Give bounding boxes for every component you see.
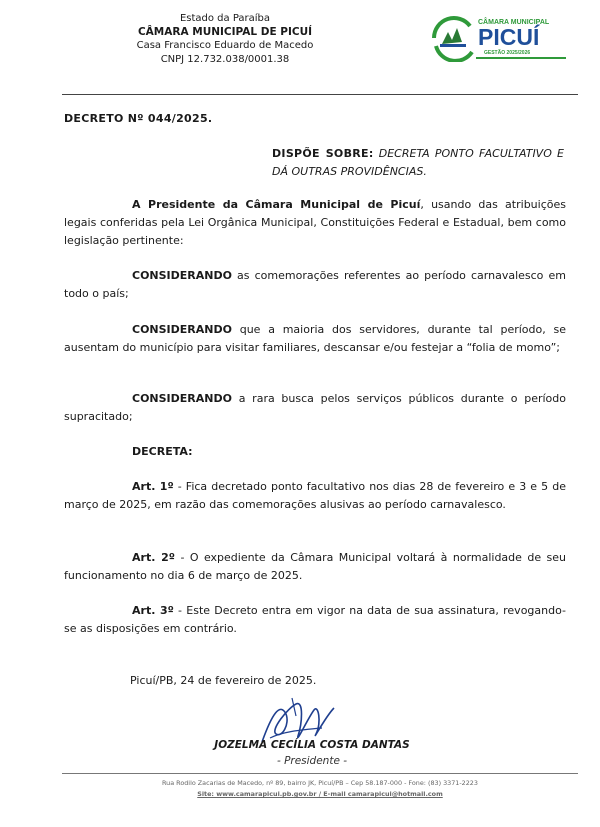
decreta-heading: DECRETA: <box>132 445 193 458</box>
ementa-value: DECRETA PONTO FACULTATIVO E DÁ OUTRAS PROVIDÊNCIAS. <box>272 147 565 178</box>
article-2-label: Art. 2º <box>132 551 176 564</box>
article-1 <box>64 478 566 514</box>
considerando-label: CONSIDERANDO <box>132 323 232 336</box>
footer-address: Rua Rodilo Zacarias de Macedo, nº 89, bairro JK, Picuí/PB – Cep 58.187-000 - Fone: (83) 3371-2223 <box>162 779 478 787</box>
considerando-1 <box>64 267 566 303</box>
place-date: Picuí/PB, 24 de fevereiro de 2025. <box>130 674 317 687</box>
decree-title: DECRETO Nº 044/2025. <box>64 112 213 125</box>
footer-web: Site: www.camarapicui.pb.gov.br / E-mail camarapicui@hotmail.com <box>197 790 443 798</box>
logo-top-text: CÂMARA MUNICIPAL <box>478 19 550 26</box>
considerando-1-text: as comemorações referentes ao período carnavalesco em todo o país; <box>64 269 566 300</box>
considerando-3 <box>64 390 566 426</box>
considerando-label: CONSIDERANDO <box>132 392 232 405</box>
considerando-label: CONSIDERANDO <box>132 269 232 282</box>
letterhead <box>95 12 355 66</box>
chamber-logo <box>430 14 570 62</box>
intro-paragraph <box>64 196 566 250</box>
article-3-text: - Este Decreto entra em vigor na data de sua assinatura, revogando-se as disposições em contrário. <box>64 604 567 635</box>
article-3-label: Art. 3º <box>132 604 174 617</box>
article-2 <box>64 549 566 585</box>
header-divider <box>62 94 578 95</box>
state-line: Estado da Paraíba <box>179 13 271 24</box>
house-name: Casa Francisco Eduardo de Macedo <box>136 40 314 51</box>
logo-city-text: PICUÍ <box>478 24 540 50</box>
ementa-key: DISPÕE SOBRE: <box>272 147 374 160</box>
article-1-text: - Fica decretado ponto facultativo nos dias 28 de fevereiro e 3 e 5 de março de 2025, em razão das comemorações alusivas ao período carnavalesco. <box>64 480 566 511</box>
signer-role: - Presidente - <box>276 755 348 767</box>
considerando-3-text: a rara busca pelos serviços públicos durante o período supracitado; <box>64 392 566 423</box>
intro-bold: A Presidente da Câmara Municipal de Picuí <box>132 198 421 211</box>
cnpj-line: CNPJ 12.732.038/0001.38 <box>160 53 290 65</box>
footer-divider <box>62 773 578 774</box>
considerando-2 <box>64 321 566 357</box>
decree-ementa <box>272 145 564 181</box>
article-3 <box>64 602 566 638</box>
article-1-label: Art. 1º <box>132 480 174 493</box>
considerando-2-text: que a maioria dos servidores, durante tal período, se ausentam do município para visitar familiares, descansar e/ou festejar a “folia de momo”; <box>64 323 566 354</box>
intro-text: , usando das atribuições legais conferidas pela Lei Orgânica Municipal, Constituições Federal e Estadual, bem como legislação pertinente: <box>64 198 566 247</box>
article-2-text: - O expediente da Câmara Municipal voltará à normalidade de seu funcionamento no dia 6 de março de 2025. <box>64 551 567 582</box>
signer-name: JOZELMA CECÍLIA COSTA DANTAS <box>214 739 410 751</box>
logo-sub-text: GESTÃO 2025/2026 <box>484 50 531 56</box>
chamber-name: CÂMARA MUNICIPAL DE PICUÍ <box>137 25 313 38</box>
